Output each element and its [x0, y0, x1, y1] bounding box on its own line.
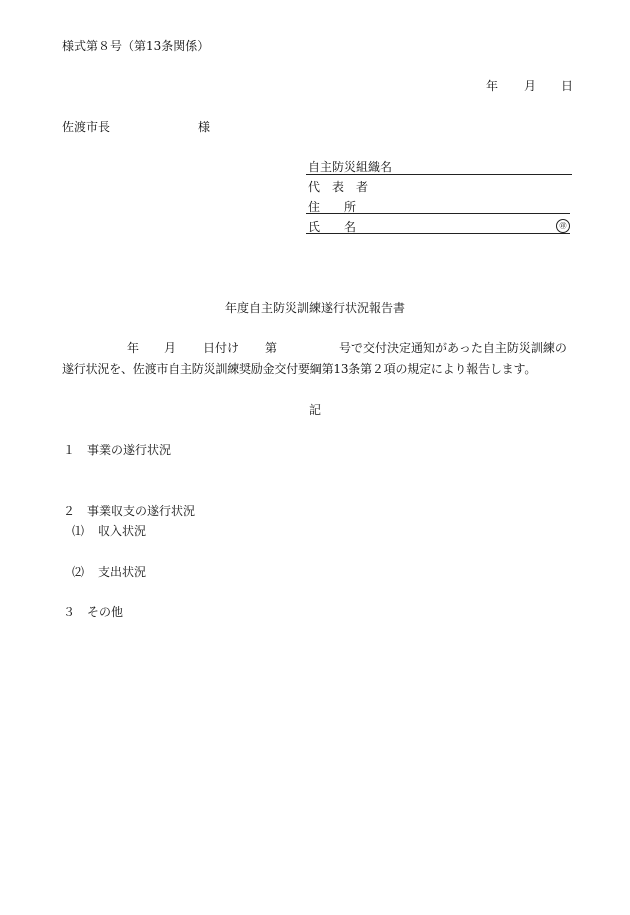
- date-day-label: 日: [561, 79, 574, 93]
- date-year-label: 年: [486, 79, 499, 93]
- addressee-honorific: 様: [198, 120, 211, 134]
- item-number: ２: [63, 504, 76, 518]
- address-line: [306, 213, 570, 214]
- body-line2: 遂行状況を、佐渡市自主防災訓練奨励金交付要綱第13条第２項の規定により報告します。: [62, 362, 537, 376]
- org-name-line: [306, 174, 572, 175]
- form-label: 様式第８号（第13条関係）: [62, 39, 210, 53]
- body-number-prefix: 第: [265, 341, 278, 355]
- document-title: 年度自主防災訓練遂行状況報告書: [224, 301, 405, 315]
- subitem-text: 支出状況: [98, 565, 147, 579]
- subitem-number: ⑵: [72, 565, 85, 579]
- org-name-label: 自主防災組織名: [308, 160, 393, 174]
- name-label: 氏 名: [308, 220, 357, 234]
- body-year: 年: [127, 341, 140, 355]
- body-dated: 日付け: [203, 341, 240, 355]
- date-month-label: 月: [524, 79, 537, 93]
- addressee-name: 佐渡市長: [62, 120, 111, 134]
- seal-mark: ㊞: [556, 219, 570, 233]
- representative-label: 代 表 者: [308, 180, 369, 194]
- item-number: １: [63, 443, 76, 457]
- body-month: 月: [164, 341, 177, 355]
- subitem-number: ⑴: [72, 524, 85, 538]
- name-line: [306, 233, 570, 234]
- subitem-text: 収入状況: [98, 524, 147, 538]
- item-number: ３: [63, 605, 76, 619]
- address-label: 住 所: [308, 200, 357, 214]
- item-text: 事業収支の遂行状況: [87, 504, 196, 518]
- ki-label: 記: [309, 403, 322, 417]
- item-text: 事業の遂行状況: [87, 443, 172, 457]
- body-line1-rest: 号で交付決定通知があった自主防災訓練の: [339, 341, 567, 355]
- item-text: その他: [87, 605, 124, 619]
